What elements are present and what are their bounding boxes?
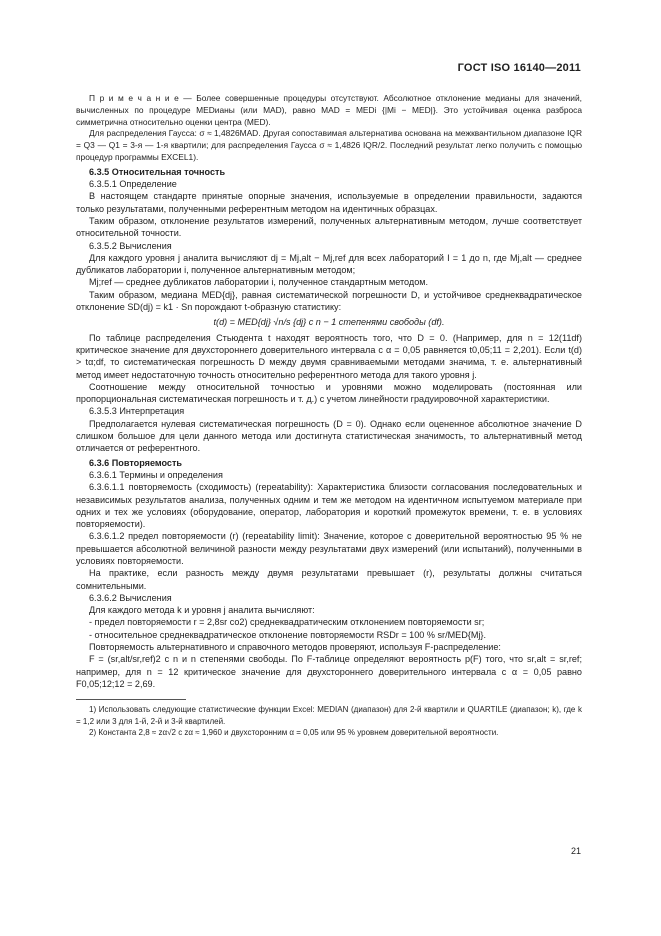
page-number: 21 [570,846,581,856]
paragraph: Повторяемость альтернативного и справочного методов проверяют, используя F-распределение: [89,642,501,653]
paragraph: Таким образом, отклонение результатов измерений, полученных альтернативным методом, лучше соответствует относительной точности. [76,215,582,239]
subsection-6-3-5-2: 6.3.5.2 Вычисления [89,240,172,251]
paragraph: Предполагается нулевая систематическая погрешность (D = 0). Однако если оцененное абсолютное значение D слишком большое для цели данного метода или достигнута статистическая значимость, то альтернативный метод отличается от референтного. [76,418,582,454]
standard-header: ГОСТ ISO 16140—2011 [457,62,581,74]
paragraph: Mj;ref — среднее дубликатов лаборатории i, полученное стандартным методом. [89,277,429,288]
subsection-6-3-6-1: 6.3.6.1 Термины и определения [89,469,223,480]
f-distribution-paragraph: F = (sr,alt/sr,ref)2 с n и n степенями свободы. По F-таблице определяют вероятность p(F) того, что sr,alt = sr,ref; например, для n = 12 критическое значение для двухстороннего доверительного интервала с α = 0,05 равно F0,05;12;12 = 2,69. [76,654,582,689]
definition-repeatability: 6.3.6.1.1 повторяемость (сходимость) (repeatability): Характеристика близости согласования последовательных и независимых результатов анализа, полученных одним и тем же методом на идентичном испытуемом материале при одних и тех же условиях (оборудование, оператор, лаборатория и короткий промежуток времени, т. е. в условиях повторяемости). [76,482,582,530]
list-item: - предел повторяемости r = 2,8sr со2) среднеквадратическим отклонением повторяемости sr; [89,617,485,628]
section-heading-6-3-6: 6.3.6 Повторяемость [89,457,183,468]
t-statistic-formula: t(d) = MED{dj} √n/s {dj} с n − 1 степенями свободы (df). [213,317,445,328]
footnote-divider [76,699,186,700]
paragraph: Таким образом, медиана MED{dj}, равная систематической погрешности D, и устойчивое среднеквадратическое отклонение SD(dj) = k1 · Sn порождают t-образную статистику: [76,289,582,313]
section-heading-6-3-5: 6.3.5 Относительная точность [89,166,226,177]
paragraph: Для каждого уровня j аналита вычисляют dj = Mj,alt − Mj,ref для всех лабораторий I = 1 до n, где Mj,alt — среднее дубликатов лаборатории i, полученное альтернативным методом; [76,252,582,276]
paragraph: Соотношение между относительной точностью и уровнями можно моделировать (постоянная или пропорциональная систематическая погрешность и т. д.) с учетом линейности градуировочной характеристики. [76,381,582,405]
paragraph: На практике, если разность между двумя результатами превышает (r), результаты должны считаться сомнительными. [76,568,582,591]
gauss-paragraph: Для распределения Гаусса: σ ≈ 1,4826MAD. Другая сопоставимая альтернатива основана на межквантильном диапазоне IQR = Q3 — Q1 = 3-я — 1-я квартили; для распределения Гаусса σ ≈ 1,4826 IQR/2. Последний результат легко получить с помощью процедур программы EXCEL1). [76,128,582,162]
footnote-2: 2) Константа 2,8 ≈ zα√2 с zα ≈ 1,960 и двухсторонним α = 0,05 или 95 % уровнем доверительной вероятности. [89,728,499,738]
paragraph: По таблице распределения Стьюдента t находят вероятность того, что D = 0. (Например, для n = 12(11df) критическое значение для двухстороннего доверительного интервала с α = 0,05 равняется t0,05;11 = 2,201). Если t(d) > tα;df, то систематическая погрешность D между двумя сравниваемыми методами значима, т. е. альтернативный метод имеет недостаточную точность относительно референтного метода для такого уровня j. [76,332,582,380]
subsection-6-3-5-3: 6.3.5.3 Интерпретация [89,406,185,417]
definition-repeatability-limit: 6.3.6.1.2 предел повторяемости (r) (repeatability limit): Значение, которое с доверительной вероятностью 95 % не превышается абсолютной величиной разности между результатами двух измерений (или испытаний), полученными в условиях повторяемости. [76,531,582,566]
list-item: - относительное среднеквадратическое отклонение повторяемости RSDr = 100 % sr/MED{Mj}. [89,629,486,640]
subsection-6-3-5-1: 6.3.5.1 Определение [89,179,177,190]
paragraph: В настоящем стандарте принятые опорные значения, используемые в определении правильности, задаются только результатами, полученными референтным методом на идентичных образцах. [76,191,582,214]
note-paragraph: П р и м е ч а н и е — Более совершенные процедуры отсутствуют. Абсолютное отклонение медианы для значений, вычисленных по процедуре MEDианы (или MAD), равно MAD = MEDi {|Mi − MED|}. Это устойчивая оценка разброса симметрична относительно оценки центра (MED). [76,93,582,127]
document-body [76,93,582,738]
subsection-6-3-6-2: 6.3.6.2 Вычисления [89,592,172,603]
paragraph: Для каждого метода k и уровня j аналита вычисляют: [89,605,315,616]
footnote-1: 1) Использовать следующие статистические функции Excel: MEDIAN (диапазон) для 2-й квартили и QUARTILE (диапазон; k), где k = 1,2 или 3 для 1-й, 2-й и 3-й квартилей. [76,705,582,726]
